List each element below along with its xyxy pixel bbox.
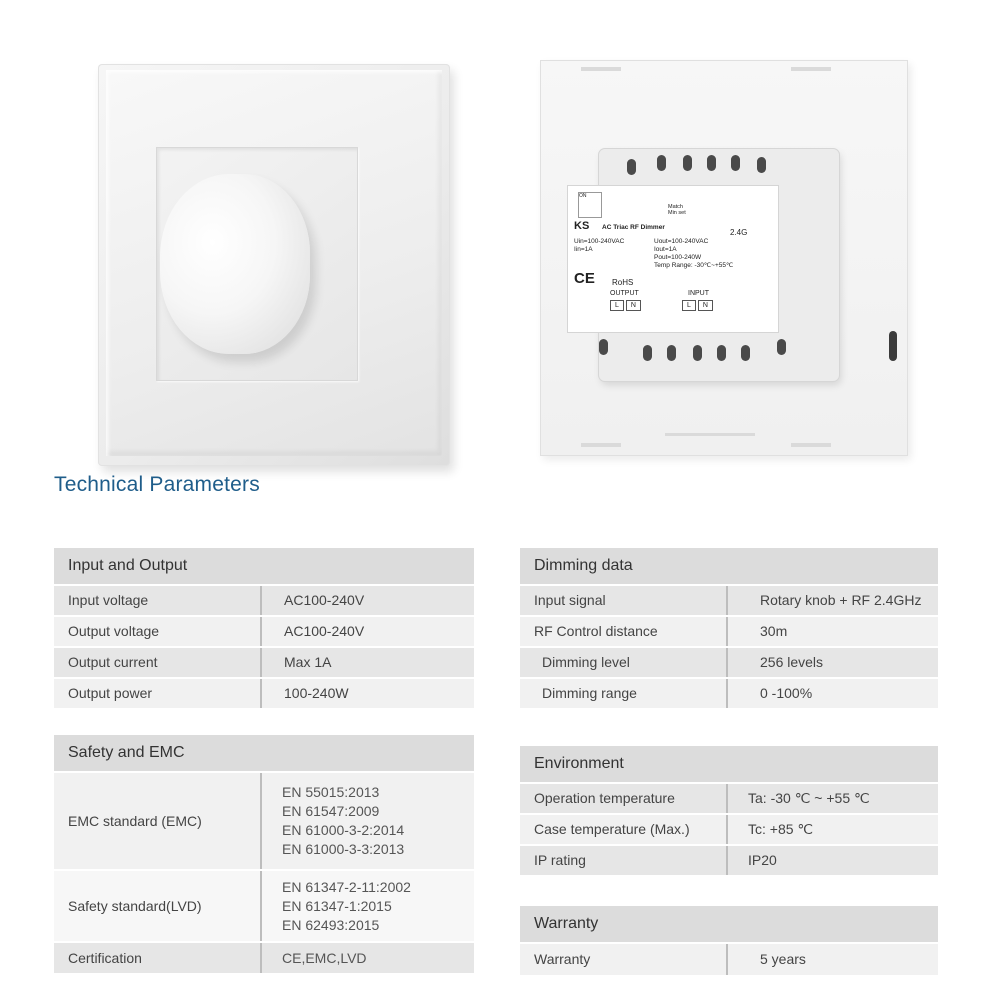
standard-line: EN 61347-2-11:2002	[282, 878, 411, 895]
iout-text: Iout=1A	[654, 246, 677, 253]
terminal-screw	[757, 157, 766, 173]
param-value: AC100-240V	[262, 617, 474, 646]
safety-emc-table	[54, 735, 474, 973]
environment-table	[520, 746, 938, 875]
back-plate	[540, 60, 908, 456]
uout-text: Uout=100-240VAC	[654, 238, 709, 245]
label-model: AC Triac RF Dimmer	[602, 224, 665, 231]
terminal-screw	[599, 339, 608, 355]
table-row	[520, 844, 938, 875]
label-match	[668, 204, 686, 216]
dimming-data-table	[520, 548, 938, 708]
rohs-mark: RoHS	[612, 278, 634, 287]
param-name: Safety standard(LVD)	[54, 871, 262, 941]
table-row	[520, 584, 938, 615]
label-output-specs	[654, 238, 733, 270]
table-row	[520, 646, 938, 677]
standard-line: EN 61000-3-2:2014	[282, 822, 405, 838]
table-row	[520, 782, 938, 813]
terminal-screw	[777, 339, 786, 355]
standard-line: EN 61000-3-3:2013	[282, 841, 405, 857]
standard-line: EN 61347-1:2015	[282, 897, 392, 914]
temp-text: Temp Range: -30℃~+55℃	[654, 262, 734, 269]
terminal-screw	[693, 345, 702, 361]
param-value: 5 years	[728, 944, 938, 975]
table-row	[54, 677, 474, 708]
input-output-table	[54, 548, 474, 708]
warranty-table	[520, 906, 938, 975]
standard-line: CE,EMC,LVD	[282, 949, 367, 966]
param-value: Rotary knob + RF 2.4GHz	[728, 586, 938, 615]
table-row	[54, 584, 474, 615]
table-row	[54, 646, 474, 677]
param-name: Output power	[54, 679, 262, 708]
input-caption: INPUT	[688, 290, 709, 297]
param-value: AC100-240V	[262, 586, 474, 615]
terminal-screw	[741, 345, 750, 361]
terminal-screw	[707, 155, 716, 171]
table-row	[54, 869, 474, 941]
param-name: Output current	[54, 648, 262, 677]
terminal-screw	[657, 155, 666, 171]
table-header: Input and Output	[54, 548, 474, 584]
input-terminals	[682, 300, 713, 311]
param-name: Dimming range	[520, 679, 728, 708]
param-value: Ta: -30 ℃ ~ +55 ℃	[728, 784, 938, 813]
dip-on-text: ON	[579, 193, 587, 199]
table-header: Safety and EMC	[54, 735, 474, 771]
plate-notch	[791, 443, 831, 447]
param-name: Warranty	[520, 944, 728, 975]
standard-line: EN 55015:2013	[282, 784, 380, 800]
terminal-screw	[667, 345, 676, 361]
table-row	[54, 615, 474, 646]
terminal-n: N	[698, 300, 713, 311]
standard-line: EN 62493:2015	[282, 916, 380, 933]
terminal-screw	[643, 345, 652, 361]
standard-line: EN 61547:2009	[282, 803, 380, 819]
terminal-screw	[717, 345, 726, 361]
param-name: Case temperature (Max.)	[520, 815, 728, 844]
minset-text: Min set	[668, 210, 686, 216]
label-brand: KS	[574, 220, 590, 232]
rotary-knob	[160, 174, 310, 354]
output-terminals	[610, 300, 641, 311]
param-name: Input signal	[520, 586, 728, 615]
product-front-photo	[98, 64, 450, 466]
plate-notch	[665, 433, 755, 436]
product-back-photo	[540, 60, 906, 454]
param-value: 256 levels	[728, 648, 938, 677]
terminal-n: N	[626, 300, 641, 311]
terminal-screw	[683, 155, 692, 171]
param-value: 0 -100%	[728, 679, 938, 708]
param-name: Operation temperature	[520, 784, 728, 813]
param-value	[262, 943, 474, 973]
iin-text: Iin=1A	[574, 246, 593, 253]
pout-text: Pout=100-240W	[654, 254, 702, 261]
label-input-specs	[574, 238, 624, 254]
wall-plate	[98, 64, 450, 466]
table-row	[54, 771, 474, 869]
param-name: Input voltage	[54, 586, 262, 615]
device-label	[567, 185, 779, 333]
plate-notch	[581, 67, 621, 71]
table-header: Dimming data	[520, 548, 938, 584]
terminal-screw	[731, 155, 740, 171]
param-name: Dimming level	[520, 648, 728, 677]
ce-mark: CE	[574, 270, 595, 287]
side-opening	[889, 331, 897, 361]
terminal-l: L	[682, 300, 696, 311]
param-name: EMC standard (EMC)	[54, 773, 262, 869]
param-value: IP20	[728, 846, 938, 875]
param-value	[262, 773, 474, 869]
param-name: IP rating	[520, 846, 728, 875]
uin-text: Uin=100-240VAC	[574, 238, 625, 245]
table-row	[520, 942, 938, 975]
terminal-screw	[627, 159, 636, 175]
param-value	[262, 871, 474, 941]
param-name: Certification	[54, 943, 262, 973]
match-text: Match	[668, 204, 683, 210]
table-header: Warranty	[520, 906, 938, 942]
label-rf: 2.4G	[730, 228, 748, 237]
dip-switch	[578, 192, 602, 218]
param-value: 100-240W	[262, 679, 474, 708]
table-row	[520, 813, 938, 844]
param-value: 30m	[728, 617, 938, 646]
table-header: Environment	[520, 746, 938, 782]
table-row	[54, 941, 474, 973]
param-name: Output voltage	[54, 617, 262, 646]
param-value: Max 1A	[262, 648, 474, 677]
table-row	[520, 677, 938, 708]
param-value: Tc: +85 ℃	[728, 815, 938, 844]
plate-notch	[791, 67, 831, 71]
param-name: RF Control distance	[520, 617, 728, 646]
plate-notch	[581, 443, 621, 447]
page-title: Technical Parameters	[54, 473, 260, 496]
table-row	[520, 615, 938, 646]
terminal-l: L	[610, 300, 624, 311]
output-caption: OUTPUT	[610, 290, 639, 297]
